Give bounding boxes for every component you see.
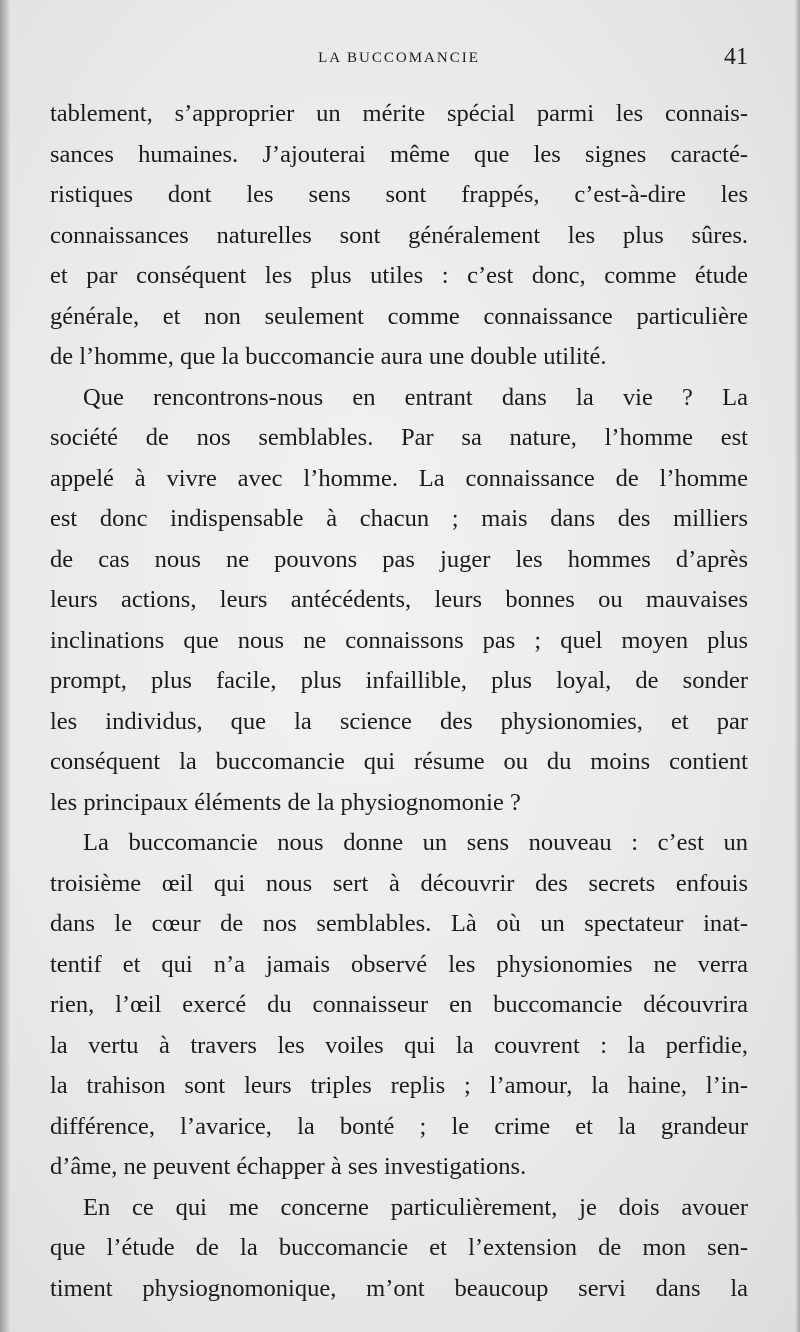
text-line: différence, l’avarice, la bonté ; le crime et la grandeur <box>50 1112 748 1140</box>
text-line: La buccomancie nous donne un sens nouveau : c’est un <box>83 829 748 856</box>
text-line: dans le cœur de nos semblables. Là où un spectateur inat- <box>50 910 748 937</box>
text-line: Que rencontrons-nous en entrant dans la vie ? La <box>83 383 748 411</box>
page-right-edge-shadow <box>794 0 800 1332</box>
body-text <box>50 94 748 1309</box>
text-line: tentif et qui n’a jamais observé les physionomies ne verra <box>50 950 748 978</box>
text-line: ristiques dont les sens sont frappés, c’est-à-dire les <box>50 181 748 208</box>
text-line: la vertu à travers les voiles qui la couvrent : la perfidie, <box>50 1031 748 1059</box>
text-line: et par conséquent les plus utiles : c’est donc, comme étude <box>50 262 748 289</box>
text-line: société de nos semblables. Par sa nature, l’homme est <box>50 424 748 451</box>
text-line: les individus, que la science des physionomies, et par <box>50 707 748 735</box>
running-title: LA BUCCOMANCIE <box>318 50 480 66</box>
text-line: appelé à vivre avec l’homme. La connaissance de l’homme <box>50 464 748 492</box>
text-line: les principaux éléments de la physiognomonie ? <box>50 788 521 816</box>
text-line: inclinations que nous ne connaissons pas ; quel moyen plus <box>50 626 748 654</box>
text-line: troisième œil qui nous sert à découvrir des secrets enfouis <box>50 869 748 897</box>
text-line: En ce qui me concerne particulièrement, je dois avouer <box>83 1193 748 1221</box>
text-line: timent physiognomonique, m’ont beaucoup servi dans la <box>50 1274 748 1302</box>
text-line: de l’homme, que la buccomancie aura une double utilité. <box>50 343 607 370</box>
text-line: rien, l’œil exercé du connaisseur en buccomancie découvrira <box>50 991 748 1018</box>
text-line: est donc indispensable à chacun ; mais dans des milliers <box>50 505 748 532</box>
page-header <box>50 44 748 74</box>
text-line: prompt, plus facile, plus infaillible, plus loyal, de sonder <box>50 667 748 694</box>
text-line: connaissances naturelles sont généralement les plus sûres. <box>50 221 748 249</box>
page-number: 41 <box>724 44 748 70</box>
page-left-edge-shadow <box>0 0 10 1332</box>
text-line: générale, et non seulement comme connaissance particulière <box>50 302 748 330</box>
text-line: conséquent la buccomancie qui résume ou du moins contient <box>50 748 748 775</box>
text-line: de cas nous ne pouvons pas juger les hommes d’après <box>50 545 748 573</box>
text-line: la trahison sont leurs triples replis ; l’amour, la haine, l’in- <box>50 1072 748 1099</box>
text-line: tablement, s’approprier un mérite spécial parmi les connais- <box>50 100 748 127</box>
text-line: leurs actions, leurs antécédents, leurs bonnes ou mauvaises <box>50 586 748 613</box>
text-line: que l’étude de la buccomancie et l’extension de mon sen- <box>50 1234 748 1261</box>
text-line: sances humaines. J’ajouterai même que les signes caracté- <box>50 140 748 168</box>
text-line: d’âme, ne peuvent échapper à ses investigations. <box>50 1153 527 1180</box>
